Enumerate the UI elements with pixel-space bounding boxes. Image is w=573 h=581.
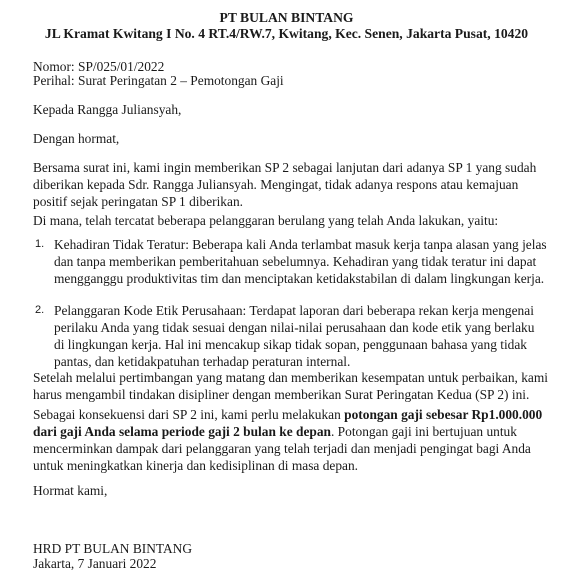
- signature-org: HRD PT BULAN BINTANG: [33, 541, 192, 556]
- violation-text: Kehadiran Tidak Teratur: Beberapa kali Anda terlambat masuk kerja tanpa alasan yang jelas dan tanpa memberikan pemberitahuan sebelumnya. Kehadiran yang tidak teratur ini dapat mengganggu produktivitas tim dan menciptakan ketidakstabilan di dalam lingkungan kerja.: [54, 237, 547, 286]
- violation-item-1: [35, 236, 548, 287]
- intro-paragraph: Bersama surat ini, kami ingin memberikan SP 2 sebagai lanjutan dari adanya SP 1 yang sudah diberikan kepada Sdr. Rangga Juliansyah. Mengingat, tidak adanya respons atau kemajuan positif sejak peringatan SP 1 diberikan.: [33, 160, 537, 209]
- greeting: Dengan hormat,: [33, 131, 120, 146]
- salary-cut-highlight: potongan gaji sebesar Rp1.000.000 dari gaji Anda selama periode gaji 2 bulan ke depan: [33, 407, 543, 439]
- recipient-line: Kepada Rangga Juliansyah,: [33, 102, 182, 117]
- letter-number: Nomor: SP/025/01/2022: [33, 59, 165, 74]
- company-name: PT BULAN BINTANG: [219, 10, 354, 25]
- consequence-text-start: Sebagai konsekuensi dari SP 2 ini, kami perlu melakukan: [33, 407, 345, 422]
- violations-intro: Di mana, telah tercatat beberapa pelanggaran berulang yang telah Anda lakukan, yaitu:: [33, 213, 499, 228]
- list-number: 2.: [35, 304, 45, 316]
- company-address: JL Kramat Kwitang I No. 4 RT.4/RW.7, Kwitang, Kec. Senen, Jakarta Pusat, 10420: [44, 26, 529, 41]
- letter-subject: Perihal: Surat Peringatan 2 – Pemotongan Gaji: [33, 73, 284, 88]
- consideration-paragraph: Setelah melalui pertimbangan yang matang dan memberikan kesempatan untuk perbaikan, kami harus mengambil tindakan disipliner dengan memberikan Surat Peringatan Kedua (SP 2) ini.: [33, 370, 548, 402]
- violation-text: Pelanggaran Kode Etik Perusahaan: Terdapat laporan dari beberapa rekan kerja mengenai perilaku Anda yang tidak sesuai dengan nilai-nilai perusahaan dan kode etik yang berlaku di lingkungan kerja. Hal ini mencakup sikap tidak sopan, penggunaan bahasa yang tidak pantas, dan ketidakpatuhan terhadap peraturan internal.: [54, 303, 535, 369]
- violation-item-2: [35, 302, 548, 370]
- consequence-text-end: . Potongan gaji ini bertujuan untuk mencerminkan dampak dari pelanggaran yang telah terjadi dan menjadi pengingat bagi Anda untuk meningkatkan kinerja dan kedisiplinan di masa depan.: [33, 424, 531, 473]
- signature-place-date: Jakarta, 7 Januari 2022: [33, 556, 157, 571]
- consequence-paragraph: [33, 406, 548, 474]
- list-number: 1.: [35, 238, 45, 250]
- closing-line: Hormat kami,: [33, 483, 108, 498]
